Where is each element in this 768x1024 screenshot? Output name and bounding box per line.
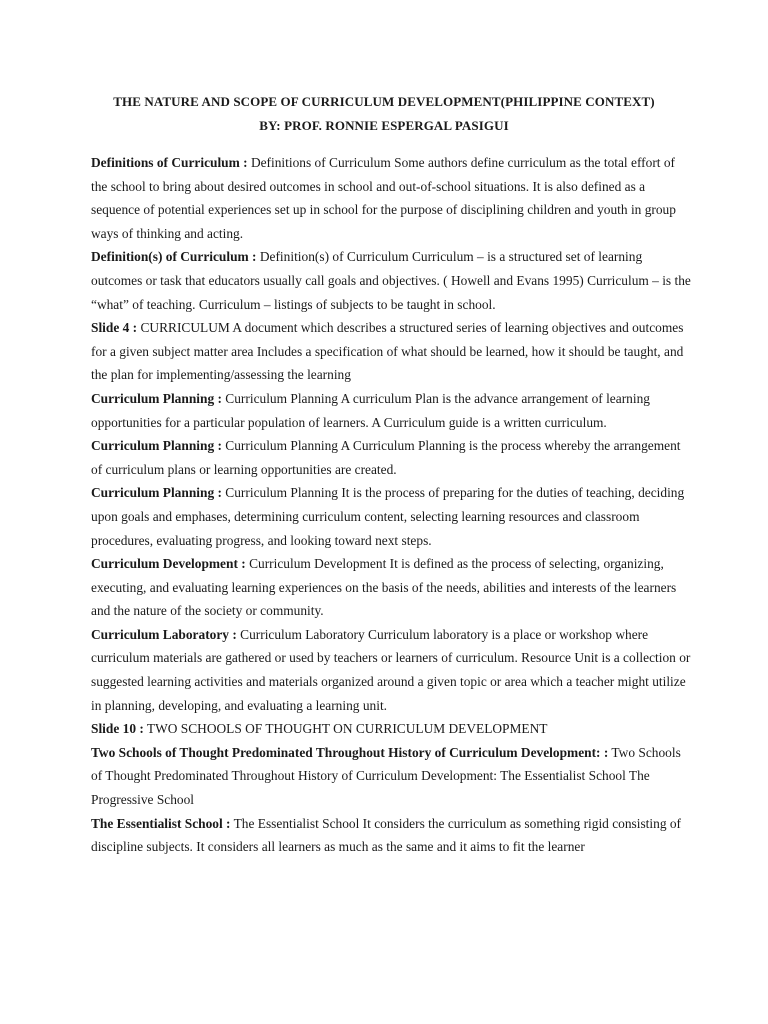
- paragraph-text: The Essentialist School It considers the curriculum as something rigid consisting of discipline subjects. It considers all learners as much as the same and it aims to fit the learner: [91, 815, 682, 855]
- paragraph-text: Two Schools of Thought Predominated Throughout History of Curriculum Development: The Essentialist School The Progressive School: [91, 744, 681, 808]
- paragraph-definitions-of-curriculum-2: [91, 245, 691, 316]
- paragraph-label: Definition(s) of Curriculum :: [91, 249, 257, 265]
- paragraph-text: TWO SCHOOLS OF THOUGHT ON CURRICULUM DEVELOPMENT: [143, 721, 548, 737]
- paragraph-essentialist-school: [91, 812, 691, 859]
- paragraph-text: Curriculum Planning A Curriculum Planning is the process whereby the arrangement of curriculum plans or learning opportunities are created.: [91, 438, 681, 477]
- paragraph-label: Curriculum Planning :: [91, 390, 222, 406]
- paragraph-label: Curriculum Planning :: [91, 485, 222, 501]
- paragraph-text: Definition(s) of Curriculum Curriculum – is a structured set of learning outcomes or task that educators usually call goals and objectives. ( Howell and Evans 1995) Curriculum – is the “what” of teaching. Curriculum – listings of subjects to be taught in school.: [91, 249, 691, 312]
- paragraph-text: CURRICULUM A document which describes a structured series of learning objectives and outcomes for a given subject matter area Includes a specification of what should be learned, how it should be taught, and the plan for implementing/assessing the learning: [91, 320, 684, 383]
- paragraph-text: Curriculum Laboratory Curriculum laboratory is a place or workshop where curriculum materials are gathered or used by teachers or learners of curriculum. Resource Unit is a collection or suggested learning activities and materials organized around a given topic or area which a teacher might utilize in planning, developing, and evaluating a learning unit.: [91, 626, 691, 713]
- paragraph-curriculum-laboratory: [91, 623, 691, 717]
- document-title: THE NATURE AND SCOPE OF CURRICULUM DEVELOPMENT(PHILIPPINE CONTEXT): [113, 94, 655, 109]
- paragraph-curriculum-development: [91, 552, 691, 623]
- paragraph-text: Curriculum Planning It is the process of preparing for the duties of teaching, deciding upon goals and emphases, determining curriculum content, selecting learning resources and classroom procedures, evaluating progress, and looking toward next steps.: [91, 485, 685, 548]
- paragraph-label: Definitions of Curriculum :: [91, 155, 248, 170]
- document-byline: BY: PROF. RONNIE ESPERGAL PASIGUI: [259, 118, 509, 133]
- paragraph-curriculum-planning-1: [91, 387, 691, 434]
- paragraph-two-schools-of-thought: [91, 741, 691, 812]
- paragraph-curriculum-planning-2: [91, 434, 691, 481]
- paragraph-label: Curriculum Development :: [91, 556, 246, 572]
- paragraph-label: Curriculum Planning :: [91, 438, 222, 454]
- paragraph-text: Curriculum Development It is defined as the process of selecting, organizing, executing, and evaluating learning experiences on the basis of the needs, abilities and interests of the learners and the nature of the society or community.: [91, 556, 677, 619]
- paragraph-label: Slide 4 :: [91, 320, 138, 336]
- paragraph-label: Two Schools of Thought Predominated Throughout History of Curriculum Development: :: [91, 744, 609, 760]
- paragraph-definitions-of-curriculum: [91, 151, 691, 245]
- paragraph-label: Curriculum Laboratory :: [91, 626, 237, 642]
- document-body: [91, 151, 691, 859]
- paragraph-label: Slide 10 :: [91, 721, 144, 737]
- paragraph-curriculum-planning-3: [91, 481, 691, 552]
- paragraph-slide-10: [91, 717, 691, 741]
- paragraph-text: Definitions of Curriculum Some authors define curriculum as the total effort of the school to bring about desired outcomes in school and out-of-school situations. It is also defined as a sequence of potential experiences set up in school for the purpose of disciplining children and youth in group ways of thinking and acting.: [91, 155, 676, 241]
- document-header: [0, 90, 768, 138]
- paragraph-text: Curriculum Planning A curriculum Plan is the advance arrangement of learning opportunities for a particular population of learners. A Curriculum guide is a written curriculum.: [91, 390, 650, 430]
- paragraph-slide-4: [91, 316, 691, 387]
- paragraph-label: The Essentialist School :: [91, 815, 231, 831]
